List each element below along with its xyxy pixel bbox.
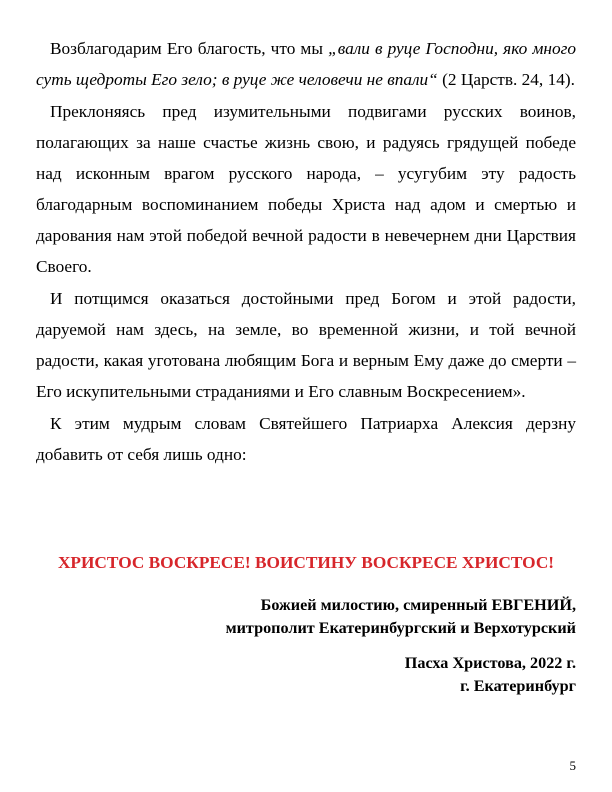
date-place-block: [405, 652, 576, 698]
page-number: 5: [569, 758, 576, 773]
place-line: г. Екатеринбург: [460, 677, 576, 695]
paragraph-1-after: (2 Царств. 24, 14).: [437, 70, 575, 89]
body-text: [36, 33, 576, 471]
signature-block: [226, 594, 576, 640]
paragraph-2: Преклоняясь пред изумительными подвигами русских воинов, полагающих за наше счастье жизнь свою, и радуясь грядущей победе над исконным врагом русского народа, – усугубим эту радость благодарным воспоминанием победы Христа над адом и смертью и дарования нам этой победой вечной радости в невечернем дни Царствия Своего.: [36, 102, 576, 276]
date-line: Пасха Христова, 2022 г.: [404, 654, 576, 672]
paragraph-3: И потщимся оказаться достойными пред Богом и этой радости, даруемой нам здесь, на земле, во временной жизни, и той вечной радости, какая уготована любящим Бога и верным Ему даже до смерти – Его искупительными страданиями и Его славным Воскресением».: [36, 289, 576, 401]
paragraph-4: К этим мудрым словам Святейшего Патриарха Алексия дерзну добавить от себя лишь одно:: [36, 414, 576, 464]
signature-line-2: митрополит Екатеринбургский и Верхотурский: [225, 619, 576, 637]
signature-line-1: Божией милостию, смиренный ЕВГЕНИЙ,: [260, 596, 576, 614]
paragraph-1-before: Возблагодарим Его благость, что мы: [50, 39, 329, 58]
paragraph-1: [36, 33, 576, 95]
scripture-quote: „вали в руце Господни, яко много суть щедроты Его зело; в руце же человечи не впали“: [36, 39, 576, 89]
paschal-greeting-headline: ХРИСТОС ВОСКРЕСЕ! ВОИСТИНУ ВОСКРЕСЕ ХРИСТОС!: [57, 553, 555, 572]
